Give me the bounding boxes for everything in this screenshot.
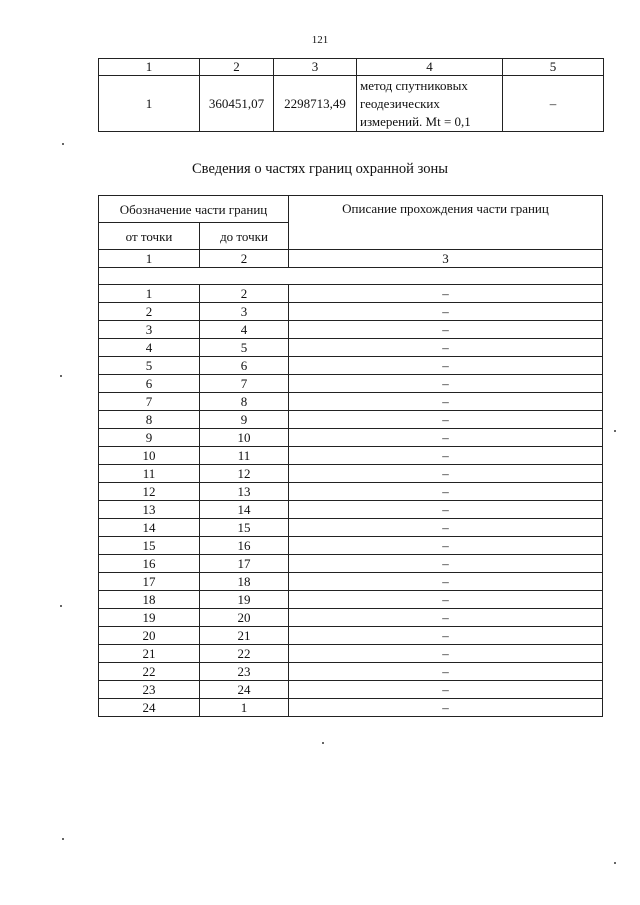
boundary-part-row [99,609,603,627]
page-number: 121 [311,34,329,46]
x-coordinate-cell: 360451,07 [200,76,274,132]
from-point-cell: 3 [99,321,200,339]
to-point-cell: 5 [200,339,289,357]
description-cell: – [289,609,603,627]
from-point-cell: 21 [99,645,200,663]
description-cell: – [289,573,603,591]
boundary-part-row [99,627,603,645]
to-point-cell: 10 [200,429,289,447]
description-cell: – [289,483,603,501]
from-point-cell: 6 [99,375,200,393]
description-cell: – [289,447,603,465]
to-point-cell: 18 [200,573,289,591]
boundary-part-row [99,285,603,303]
from-point-cell: 4 [99,339,200,357]
coordinates-row [99,76,604,132]
scan-speck [60,605,62,607]
from-point-cell: 20 [99,627,200,645]
y-coordinate-cell: 2298713,49 [274,76,357,132]
description-cell: – [289,429,603,447]
boundary-parts-table [98,195,603,717]
coordinates-header-cell: 4 [357,59,503,76]
from-point-cell: 19 [99,609,200,627]
to-point-cell: 3 [200,303,289,321]
method-line: измерений. Mt = 0,1 [360,113,471,129]
to-point-cell: 20 [200,609,289,627]
column-number-cell: 3 [289,250,603,268]
description-cell: – [289,411,603,429]
description-cell: – [289,393,603,411]
boundary-part-row [99,663,603,681]
boundary-part-row [99,429,603,447]
note-cell: – [503,76,604,132]
from-point-cell: 23 [99,681,200,699]
scan-speck [614,430,616,432]
to-point-cell: 1 [200,699,289,717]
method-line: геодезических [360,95,440,111]
description-cell: – [289,339,603,357]
from-point-cell: 17 [99,573,200,591]
description-cell: – [289,465,603,483]
to-point-cell: 12 [200,465,289,483]
to-point-cell: 8 [200,393,289,411]
boundary-part-row [99,699,603,717]
from-point-cell: 12 [99,483,200,501]
description-cell: – [289,357,603,375]
from-point-cell: 7 [99,393,200,411]
description-cell: – [289,699,603,717]
description-cell: – [289,555,603,573]
description-cell: – [289,519,603,537]
from-point-cell: 10 [99,447,200,465]
coordinates-table [98,58,604,132]
boundary-part-row [99,681,603,699]
boundary-part-row [99,411,603,429]
empty-row [99,268,603,285]
column-number-cell: 1 [99,250,200,268]
boundary-designation-header: Обозначение части границ [99,196,289,223]
scan-speck [62,838,64,840]
description-cell: – [289,591,603,609]
point-number-cell: 1 [99,76,200,132]
from-point-cell: 9 [99,429,200,447]
boundary-part-row [99,483,603,501]
description-cell: – [289,663,603,681]
boundary-part-row [99,645,603,663]
description-cell: – [289,321,603,339]
from-point-cell: 2 [99,303,200,321]
to-point-cell: 13 [200,483,289,501]
from-point-cell: 18 [99,591,200,609]
to-point-cell: 14 [200,501,289,519]
boundary-part-row [99,447,603,465]
description-cell: – [289,501,603,519]
from-point-cell: 5 [99,357,200,375]
description-cell: – [289,681,603,699]
from-point-cell: 15 [99,537,200,555]
scan-speck [60,375,62,377]
coordinates-header-cell: 5 [503,59,604,76]
description-cell: – [289,537,603,555]
coordinates-header-cell: 3 [274,59,357,76]
to-point-cell: 15 [200,519,289,537]
boundary-part-row [99,555,603,573]
boundary-description-header: Описание прохождения части границ [289,196,603,250]
boundary-part-row [99,339,603,357]
to-point-cell: 7 [200,375,289,393]
from-point-cell: 24 [99,699,200,717]
from-point-header: от точки [99,223,200,250]
boundary-part-row [99,519,603,537]
boundary-part-row [99,465,603,483]
boundary-part-row [99,573,603,591]
coordinates-header-row [99,59,604,76]
column-number-cell: 2 [200,250,289,268]
boundary-part-row [99,393,603,411]
from-point-cell: 1 [99,285,200,303]
description-cell: – [289,285,603,303]
description-cell: – [289,375,603,393]
to-point-cell: 22 [200,645,289,663]
to-point-cell: 6 [200,357,289,375]
from-point-cell: 22 [99,663,200,681]
boundary-part-row [99,303,603,321]
boundary-part-row [99,501,603,519]
to-point-cell: 16 [200,537,289,555]
description-cell: – [289,645,603,663]
description-cell: – [289,627,603,645]
parts-header-row [99,196,603,223]
to-point-cell: 24 [200,681,289,699]
boundary-part-row [99,375,603,393]
description-cell: – [289,303,603,321]
scan-speck [614,862,616,864]
to-point-cell: 23 [200,663,289,681]
to-point-cell: 21 [200,627,289,645]
scan-speck [62,143,64,145]
from-point-cell: 8 [99,411,200,429]
boundary-part-row [99,357,603,375]
from-point-cell: 16 [99,555,200,573]
from-point-cell: 11 [99,465,200,483]
to-point-cell: 2 [200,285,289,303]
column-numbers-row [99,250,603,268]
boundary-part-row [99,537,603,555]
boundary-part-row [99,591,603,609]
scan-speck [322,742,324,744]
coordinates-header-cell: 2 [200,59,274,76]
to-point-cell: 9 [200,411,289,429]
method-cell [357,76,503,132]
section-title: Сведения о частях границ охранной зоны [192,161,448,177]
from-point-cell: 14 [99,519,200,537]
empty-cell [99,268,603,285]
to-point-cell: 17 [200,555,289,573]
to-point-cell: 11 [200,447,289,465]
to-point-header: до точки [200,223,289,250]
coordinates-header-cell: 1 [99,59,200,76]
from-point-cell: 13 [99,501,200,519]
to-point-cell: 19 [200,591,289,609]
boundary-part-row [99,321,603,339]
method-line: метод спутниковых [360,77,468,93]
to-point-cell: 4 [200,321,289,339]
